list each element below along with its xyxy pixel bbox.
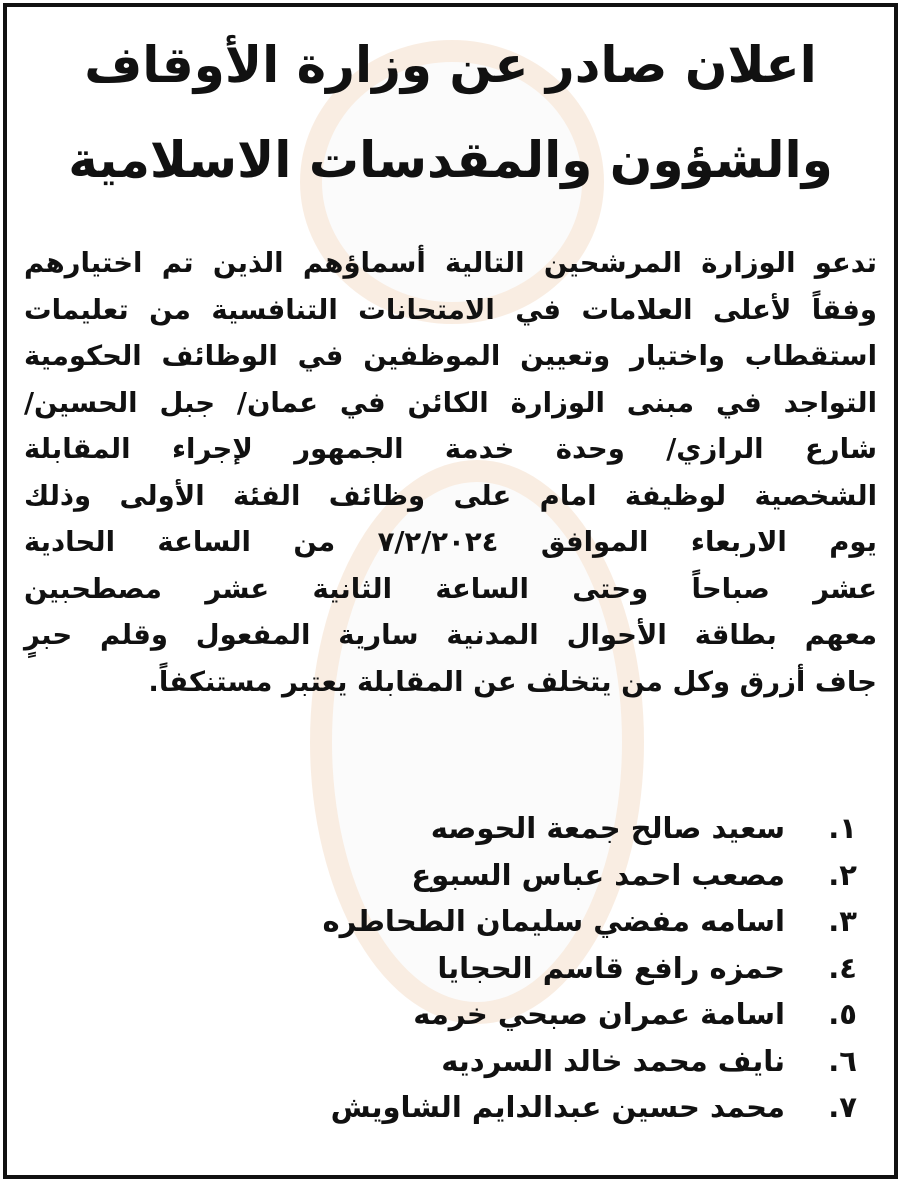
title-line-2: والشؤون والمقدسات الاسلامية [68,131,833,189]
announcement-body [24,240,877,705]
candidate-number: ٣. [828,904,857,938]
candidate-name: نايف محمد خالد السرديه [441,1043,785,1078]
candidate-item [70,945,857,992]
candidate-item [70,805,857,852]
candidate-number: ٥. [828,997,857,1031]
body-line: عشر صباحاً وحتى الساعة الثانية عشر مصطحبين [24,572,877,605]
candidate-item [70,1084,857,1131]
candidate-name: سعيد صالح جمعة الحوصه [430,811,785,845]
body-line: يوم الاربعاء الموافق ٧/٢/٢٠٢٤ من الساعة الحادية [24,526,877,558]
candidate-name: محمد حسين عبدالدايم الشاويش [330,1090,785,1124]
candidate-item [70,852,857,899]
candidate-number: ٤. [828,950,857,985]
candidate-number: ٧. [828,1090,857,1124]
candidate-item [70,1038,857,1085]
body-line: تدعو الوزارة المرشحين التالية أسماؤهم الذين تم اختيارهم [24,247,877,279]
body-line: التواجد في مبنى الوزارة الكائن في عمان/ جبل الحسين/ [24,386,877,419]
body-line: جاف أزرق وكل من يتخلف عن المقابلة يعتبر مستنكفاً. [148,665,877,698]
candidate-name: اسامه مفضي سليمان الطحاطره [322,904,785,938]
candidate-number: ١. [828,811,857,845]
candidate-name: حمزه رافع قاسم الحجايا [437,950,785,985]
body-line: الشخصية لوظيفة امام على وظائف الفئة الأولى وذلك [24,479,877,512]
candidate-number: ٢. [828,857,857,892]
candidate-number: ٦. [828,1043,857,1078]
body-line: شارع الرازي/ وحدة خدمة الجمهور لإجراء المقابلة [24,433,877,465]
candidate-name: مصعب احمد عباس السبوع [411,857,785,892]
title-line-1: اعلان صادر عن وزارة الأوقاف [84,36,817,94]
body-line: وفقاً لأعلى العلامات في الامتحانات التنافسية من تعليمات [24,293,877,326]
body-line: معهم بطاقة الأحوال المدنية سارية المفعول وقلم حبرٍ [24,619,877,651]
candidate-list [70,805,857,1131]
candidate-item [70,991,857,1038]
candidate-item [70,898,857,945]
body-line: استقطاب واختيار وتعيين الموظفين في الوظائف الحكومية [24,340,877,372]
candidate-name: اسامة عمران صبحي خرمه [413,997,785,1031]
